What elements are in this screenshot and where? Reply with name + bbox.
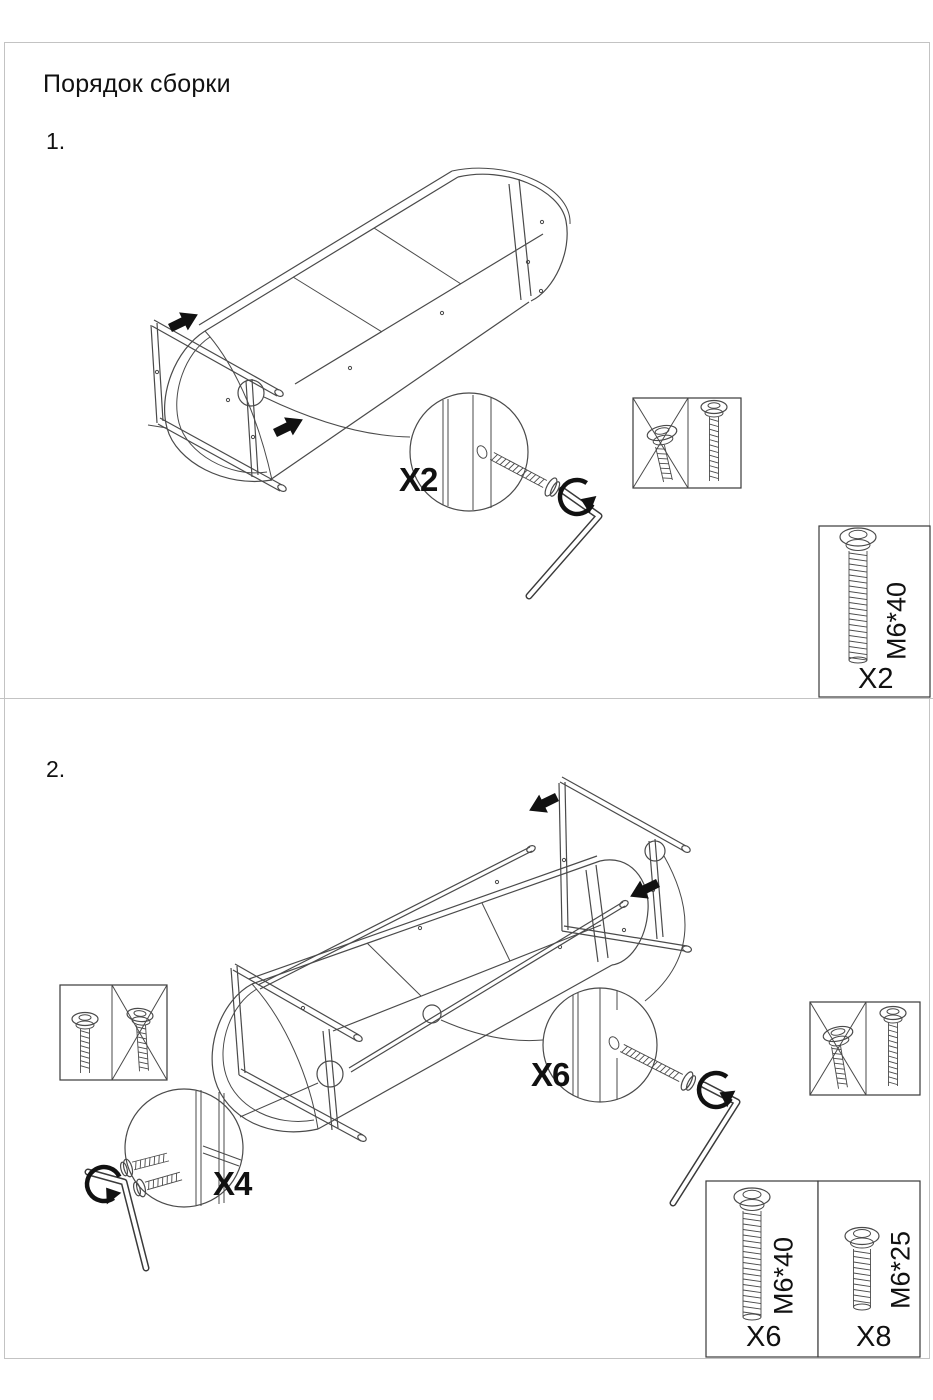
- side-frame-illustration-step2-left: [231, 964, 367, 1143]
- screw-direction-hint-box-step1: [633, 398, 741, 488]
- direction-arrow-icon: [525, 788, 562, 820]
- side-frame-illustration-step2-right: [559, 777, 692, 953]
- bolt-quantity-label: X8: [856, 1321, 892, 1353]
- bolt-quantity-label: X6: [746, 1321, 782, 1353]
- callout-leader-x6-top: [645, 856, 685, 1001]
- bolt-size-label: M6*40: [881, 581, 912, 661]
- screw-hole-marker-step2-left: [317, 1061, 343, 1087]
- step1-number: 1.: [46, 128, 66, 154]
- screw-direction-hint-box-step2-right: [810, 1002, 920, 1095]
- bolt-size-label: M6*40: [768, 1236, 799, 1316]
- allen-key-icon-step2-left: [88, 1172, 146, 1268]
- callout-quantity-x4: X4: [213, 1165, 252, 1202]
- callout-quantity-x2: X2: [399, 461, 438, 498]
- step2-number: 2.: [46, 756, 66, 782]
- side-frame-illustration-step1: [148, 320, 287, 493]
- screw-length-hint-box-step2-left: [60, 985, 167, 1080]
- bolt-size-label: M6*25: [885, 1230, 916, 1310]
- direction-arrow-icon: [271, 410, 308, 442]
- page-title: Порядок сборки: [43, 70, 231, 98]
- step2-figure: [83, 777, 738, 1268]
- callout-quantity-x6: X6: [531, 1056, 570, 1093]
- direction-arrow-icon: [166, 305, 203, 337]
- callout-leader-x6: [441, 1020, 543, 1041]
- screw-hole-marker-step1: [238, 380, 264, 406]
- step1-figure: [148, 168, 600, 596]
- bolt-quantity-label: X2: [858, 663, 894, 695]
- direction-arrow-icon: [626, 874, 663, 906]
